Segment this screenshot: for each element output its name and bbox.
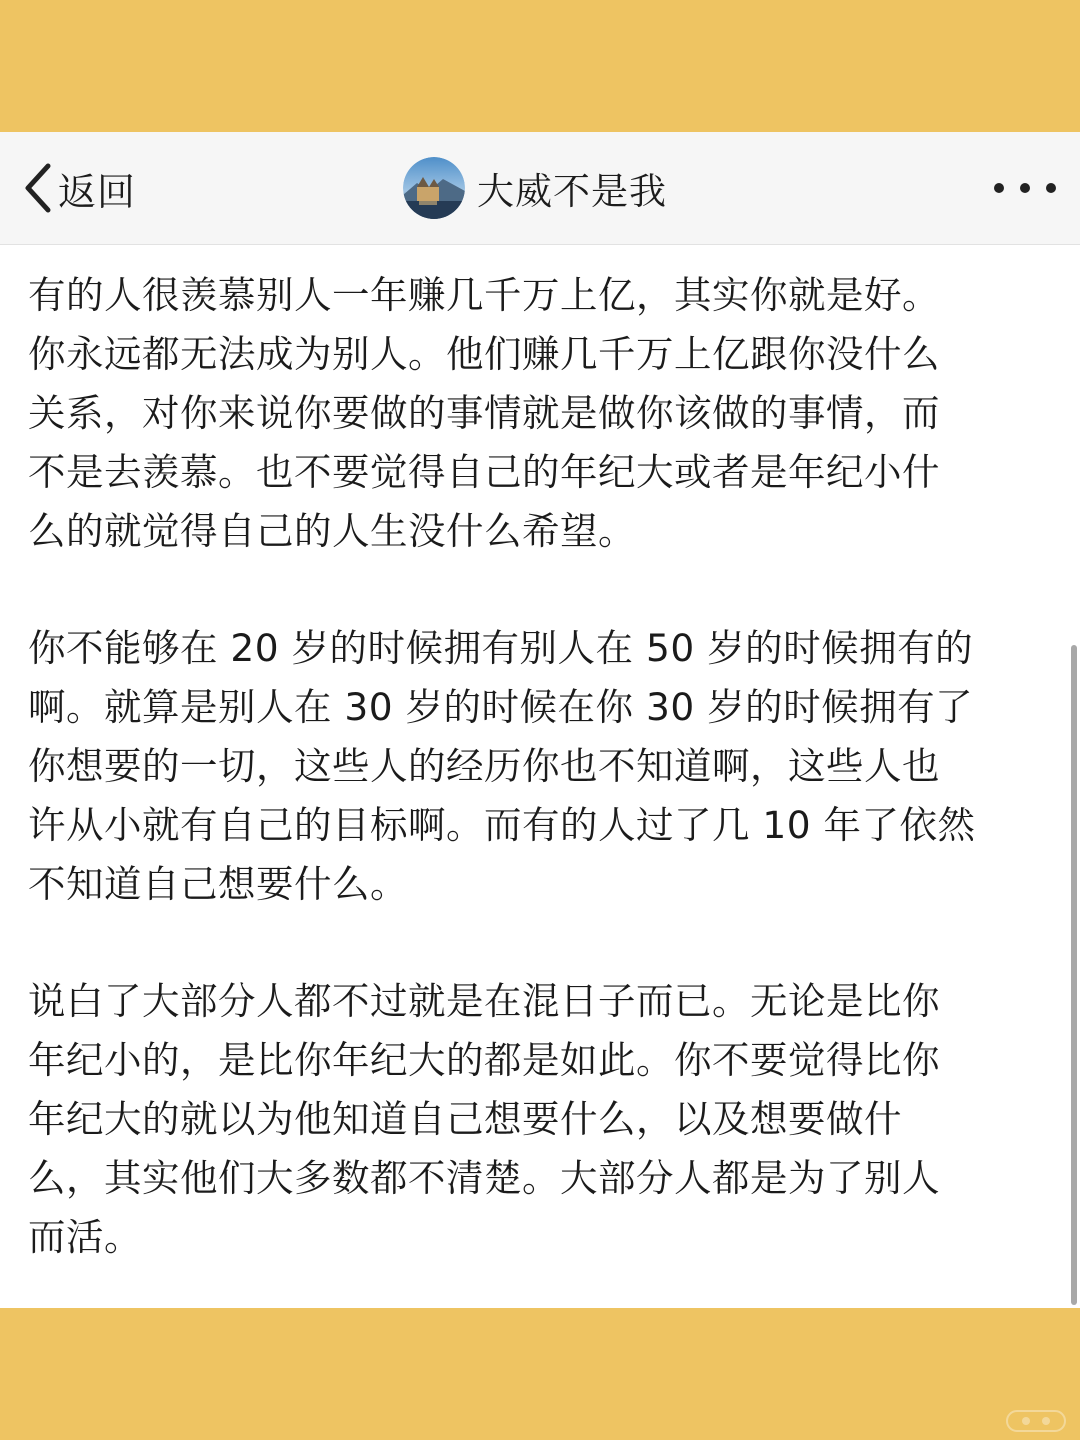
text-line: 你永远都无法成为别人。他们赚几千万上亿跟你没什么	[28, 332, 940, 376]
back-button[interactable]	[20, 160, 136, 216]
paragraph-2	[28, 619, 1048, 914]
chevron-left-icon	[20, 162, 54, 214]
text-line: 不知道自己想要什么。	[28, 862, 408, 906]
text-line: 而活。	[28, 1215, 142, 1259]
text-line: 你不能够在 20 岁的时候拥有别人在 50 岁的时候拥有的	[28, 626, 974, 670]
navigation-bar	[0, 132, 1080, 245]
more-options-button[interactable]	[994, 178, 1056, 198]
text-line: 许从小就有自己的目标啊。而有的人过了几 10 年了依然	[28, 803, 976, 847]
watermark-icon	[1006, 1410, 1066, 1432]
scrollbar[interactable]	[1071, 645, 1077, 1305]
back-label: 返回	[58, 169, 137, 214]
text-line: 年纪小的，是比你年纪大的都是如此。你不要觉得比你	[28, 1038, 940, 1082]
text-line: 有的人很羡慕别人一年赚几千万上亿，其实你就是好。	[28, 273, 940, 317]
bottom-decorative-band	[0, 1308, 1080, 1440]
text-line: 么的就觉得自己的人生没什么希望。	[28, 509, 636, 553]
paragraph-3	[28, 972, 1048, 1267]
text-line: 你想要的一切，这些人的经历你也不知道啊，这些人也	[28, 744, 940, 788]
text-line: 啊。就算是别人在 30 岁的时候在你 30 岁的时候拥有了	[28, 685, 974, 729]
avatar[interactable]	[403, 157, 465, 219]
more-horizontal-icon	[1020, 183, 1030, 193]
text-line: 年纪大的就以为他知道自己想要什么，以及想要做什	[28, 1097, 902, 1141]
text-line: 么，其实他们大多数都不清楚。大部分人都是为了别人	[28, 1156, 940, 1200]
top-decorative-band	[0, 0, 1080, 132]
text-line: 关系，对你来说你要做的事情就是做你该做的事情，而	[28, 391, 940, 435]
text-line: 说白了大部分人都不过就是在混日子而已。无论是比你	[28, 979, 940, 1023]
chat-title-group[interactable]	[403, 157, 667, 219]
paragraph-1	[28, 266, 1048, 561]
more-horizontal-icon	[994, 183, 1004, 193]
text-line: 不是去羡慕。也不要觉得自己的年纪大或者是年纪小什	[28, 450, 940, 494]
chat-title: 大威不是我	[477, 170, 667, 213]
message-content[interactable]	[0, 245, 1080, 1308]
more-horizontal-icon	[1046, 183, 1056, 193]
